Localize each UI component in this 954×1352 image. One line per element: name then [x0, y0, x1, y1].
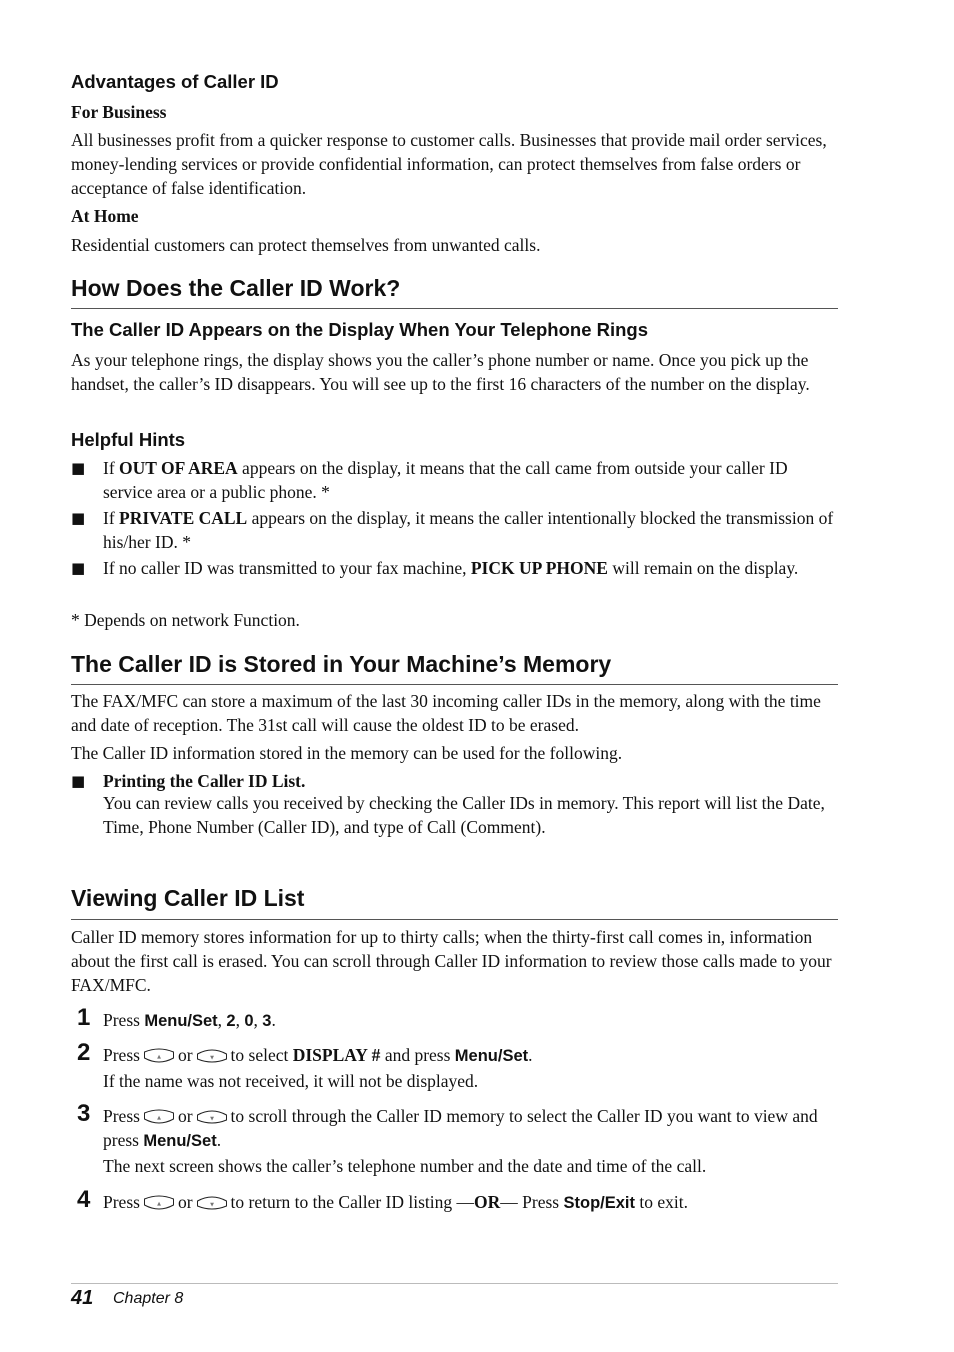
step-number: 1 [77, 1004, 91, 1031]
footer-divider [71, 1283, 838, 1284]
hint-item [71, 556, 838, 604]
step-2 [71, 1039, 838, 1095]
for-business-heading: For Business [71, 102, 167, 122]
helpful-hints-heading: Helpful Hints [71, 429, 186, 450]
advantages-heading: Advantages of Caller ID [71, 71, 279, 92]
bullet-icon: ■ [71, 772, 86, 790]
step-4 [71, 1186, 838, 1214]
print-list-title: Printing the Caller ID List. [103, 771, 306, 791]
bullet-icon: ■ [71, 459, 86, 477]
bullet-icon: ■ [71, 509, 86, 527]
list-item [71, 769, 838, 841]
hint-text: If OUT OF AREA appears on the display, it means that the call came from outside your caller ID service area or a public phone. * [103, 458, 788, 502]
down-arrow-key-icon [196, 1108, 228, 1126]
section-divider [71, 308, 838, 309]
step-number: 3 [77, 1100, 91, 1127]
stored-heading: The Caller ID is Stored in Your Machine’s Memory [71, 651, 612, 677]
stored-usage-paragraph: The Caller ID information stored in the memory can be used for the following. [71, 743, 623, 763]
viewing-heading: Viewing Caller ID List [71, 885, 305, 911]
hint-text: If no caller ID was transmitted to your fax machine, PICK UP PHONE will remain on the display. [103, 558, 799, 578]
footnote: * Depends on network Function. [71, 610, 300, 630]
stored-paragraph: The FAX/MFC can store a maximum of the last 30 incoming caller IDs in the memory, along with the time and date of reception. The 31st call will cause the oldest ID to be erased. [71, 691, 821, 735]
chapter-label: Chapter 8 [113, 1290, 184, 1307]
down-arrow-key-icon [196, 1047, 228, 1065]
menu-set-key-label: Menu/Set [144, 1012, 218, 1030]
hint-item [71, 506, 838, 554]
section-divider [71, 684, 838, 685]
print-list-text: You can review calls you received by checking the Caller IDs in memory. This report will list the Date, Time, Phone Number (Caller ID), and type of Call (Comment). [103, 793, 825, 837]
business-paragraph: All businesses profit from a quicker response to customer calls. Businesses that provide mail order services, money-lending services or provide confidential information, can protect themselves from false orders or acceptance of false identification. [71, 130, 827, 198]
section-divider [71, 919, 838, 920]
viewing-intro: Caller ID memory stores information for up to thirty calls; when the thirty-first call comes in, information about the first call is erased. You can scroll through Caller ID information to review those calls made to your FAX/MFC. [71, 927, 832, 995]
step-number: 2 [77, 1039, 91, 1066]
display-rings-heading: The Caller ID Appears on the Display When Your Telephone Rings [71, 319, 649, 340]
up-arrow-key-icon [143, 1047, 175, 1065]
home-paragraph: Residential customers can protect themselves from unwanted calls. [71, 235, 541, 255]
display-rings-paragraph: As your telephone rings, the display shows you the caller’s phone number or name. Once you pick up the handset, the caller’s ID disappears. You will see up to the first 16 characters of the number on the display. [71, 350, 810, 394]
up-arrow-key-icon [143, 1108, 175, 1126]
how-works-heading: How Does the Caller ID Work? [71, 275, 401, 301]
step-note: If the name was not received, it will not be displayed. [103, 1071, 479, 1091]
step-3 [71, 1100, 838, 1180]
step-text: Press Menu/Set, 2, 0, 3. [103, 1010, 276, 1030]
step-note: The next screen shows the caller’s telephone number and the date and time of the call. [103, 1156, 707, 1176]
page-number: 41 [71, 1287, 94, 1309]
down-arrow-key-icon [196, 1194, 228, 1212]
hint-item [71, 456, 838, 504]
step-number: 4 [77, 1186, 91, 1213]
up-arrow-key-icon [143, 1194, 175, 1212]
step-text: Press or to return to the Caller ID listing —OR— Press Stop/Exit to exit. [103, 1192, 688, 1212]
at-home-heading: At Home [71, 206, 139, 226]
step-text: Press or to scroll through the Caller ID memory to select the Caller ID you want to view and press Menu/Set. [103, 1106, 818, 1150]
hint-text: If PRIVATE CALL appears on the display, it means the caller intentionally blocked the transmission of his/her ID. * [103, 508, 834, 552]
bullet-icon: ■ [71, 559, 86, 577]
step-text: Press or to select DISPLAY # and press Menu/Set. [103, 1045, 533, 1065]
step-1 [71, 1004, 838, 1032]
